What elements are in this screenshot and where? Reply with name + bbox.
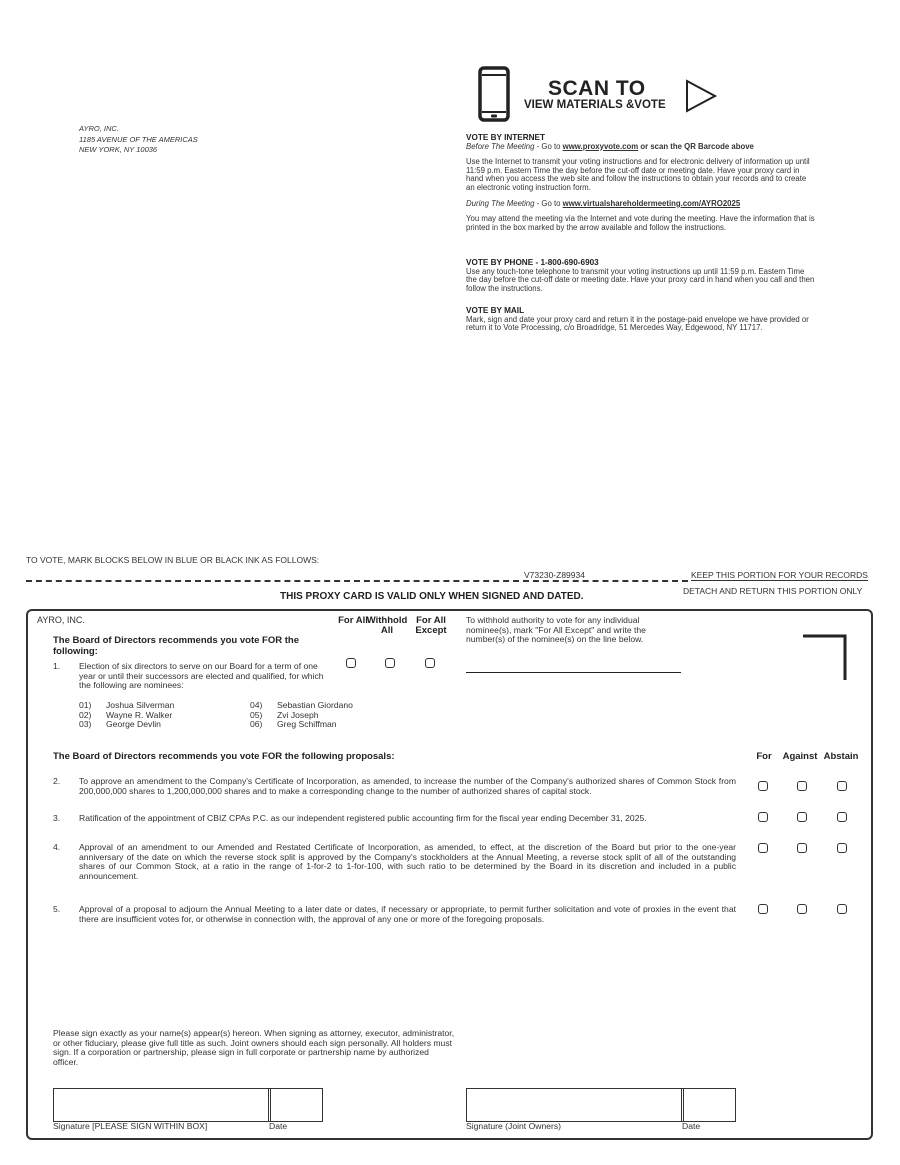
checkbox-proposal-4-abstain[interactable]: [837, 843, 847, 853]
date-box[interactable]: [268, 1088, 323, 1122]
checkbox-proposal-3-against[interactable]: [797, 812, 807, 822]
col-abstain: Abstain: [823, 751, 859, 762]
proxyvote-link[interactable]: www.proxyvote.com: [562, 141, 639, 151]
nominee-number: 06): [250, 719, 263, 730]
nominee-list: [79, 701, 353, 730]
checkbox-proposal-3-abstain[interactable]: [837, 812, 847, 822]
scan-subtitle: VIEW MATERIALS &VOTE: [524, 99, 666, 111]
keep-portion-label: KEEP THIS PORTION FOR YOUR RECORDS: [691, 570, 868, 580]
nominee-name: Joshua Silverman: [106, 700, 175, 710]
checkbox-proposal-2-abstain[interactable]: [837, 781, 847, 791]
nominee-name: Greg Schiffman: [277, 719, 337, 730]
item1-text: Election of six directors to serve on our Board for a term of one year or until their successors are elected and qualified, for which the following are nominees:: [79, 661, 324, 691]
during-meeting-body: You may attend the meeting via the Internet and vote during the meeting. Have the information that is printed in the box marked by the arrow available and follow the instructions.: [466, 214, 815, 232]
address-street: 1185 AVENUE OF THE AMERICAS: [79, 134, 198, 144]
mail-body: Mark, sign and date your proxy card and return it in the postage-paid envelope we have provided or return it to Vote Processing, c/o Broadridge, 51 Mercedes Way, Edgewood, NY 11717.: [466, 314, 809, 333]
proposal-number: 3.: [53, 813, 61, 823]
nominee-number: 04): [250, 700, 263, 710]
vote-mail-section: [466, 307, 816, 333]
joint-signature-label: Signature (Joint Owners): [466, 1121, 562, 1131]
col-for-all: For All: [338, 615, 368, 626]
phone-body: Use any touch-tone telephone to transmit your voting instructions up until 11:59 p.m. Eastern Time the day before the cut-off date or meeting date. Have your proxy card in hand when you call and then follow the instructions.: [466, 266, 815, 293]
checkbox-proposal-3-for[interactable]: [758, 812, 768, 822]
during-meeting-label: During The Meeting: [466, 198, 535, 208]
col-against: Against: [782, 751, 818, 762]
play-arrow-icon: [684, 79, 718, 113]
nominee-name: Wayne R. Walker: [106, 709, 173, 720]
checkbox-proposal-2-against[interactable]: [797, 781, 807, 791]
before-meeting-text: - Go to: [534, 141, 563, 151]
phone-icon: [478, 66, 510, 122]
during-meeting-text: - Go to: [534, 198, 563, 208]
nominee-number: 03): [79, 719, 92, 730]
col-for-all-except: For All Except: [415, 615, 447, 636]
checkbox-proposal-2-for[interactable]: [758, 781, 768, 791]
vote-internet-heading: VOTE BY INTERNET: [466, 133, 546, 142]
board-recommendation-2: The Board of Directors recommends you vote FOR the following proposals:: [53, 751, 395, 762]
vote-internet-section: [466, 134, 816, 232]
proposal-number: 4.: [53, 842, 61, 852]
nominee-name: Zvi Joseph: [277, 709, 319, 720]
joint-date-box[interactable]: [681, 1088, 736, 1122]
date-label: Date: [269, 1121, 288, 1131]
nominee-number: 05): [250, 709, 263, 720]
signature-box[interactable]: [53, 1088, 271, 1122]
valid-notice: THIS PROXY CARD IS VALID ONLY WHEN SIGNED AND DATED.: [280, 591, 584, 602]
return-address: [79, 124, 198, 156]
checkbox-proposal-5-abstain[interactable]: [837, 904, 847, 914]
virtual-meeting-link[interactable]: www.virtualshareholdermeeting.com/AYRO2025: [562, 198, 741, 208]
checkbox-withhold-all[interactable]: [385, 658, 395, 668]
vote-mail-heading: VOTE BY MAIL: [466, 306, 525, 315]
before-meeting-suffix: or scan the QR Barcode above: [638, 141, 754, 151]
checkbox-for-all-except[interactable]: [425, 658, 435, 668]
joint-signature-box[interactable]: [466, 1088, 684, 1122]
detach-portion-label: DETACH AND RETURN THIS PORTION ONLY: [683, 586, 863, 596]
col-withhold-all: Withhold All: [366, 615, 408, 636]
proposal-text: Approval of an amendment to our Amended and Restated Certificate of Incorporation, as amended, to effect, at the discretion of the Board but prior to the one-year anniversary of the date on which the reverse stock split is approved by the Company's stockholders at the Annual Meeting, a reverse stock split of all of the outstanding shares of our Common Stock, at a ratio in the range of 1-for-2 to 1-for-100, with such ratio to be determined by the Board in its discretion and included in a public announcement.: [79, 842, 736, 881]
checkbox-proposal-4-against[interactable]: [797, 843, 807, 853]
scan-title: SCAN TO: [548, 77, 646, 100]
proposal-text: Ratification of the appointment of CBIZ CPAs P.C. as our independent registered public accounting firm for the fiscal year ending December 31, 2025.: [79, 813, 647, 823]
internet-body: Use the Internet to transmit your voting instructions and for electronic delivery of information up until 11:59 p.m. Eastern Time the day before the cut-off date or meeting date. Have your proxy card in hand when you access the web site and follow the instructions to obtain your records and to create an electronic voting instruction form.: [466, 157, 810, 192]
detach-line: [26, 580, 688, 582]
card-company: AYRO, INC.: [37, 615, 85, 625]
withhold-instructions: To withhold authority to vote for any individual nominee(s), mark "For All Except" and write the number(s) of the nominee(s) on the line below.: [466, 615, 646, 645]
col-for: For: [756, 751, 772, 762]
address-company: AYRO, INC.: [79, 124, 119, 133]
proposal-number: 2.: [53, 776, 61, 786]
nominee-name: Sebastian Giordano: [277, 700, 353, 710]
vote-phone-heading: VOTE BY PHONE - 1-800-690-6903: [466, 258, 599, 267]
nominee-number: 02): [79, 709, 92, 720]
control-code: V73230-Z89934: [524, 570, 585, 580]
nominee-number: 01): [79, 700, 92, 710]
proposal-text: Approval of a proposal to adjourn the Annual Meeting to a later date or dates, if necessary or appropriate, to permit further solicitation and vote of proxies in the event that there are insufficient votes for, or otherwise in connection with, the approval of any one or more of the foregoing proposals.: [79, 904, 736, 924]
before-meeting-label: Before The Meeting: [466, 141, 535, 151]
signature-instructions: Please sign exactly as your name(s) appear(s) hereon. When signing as attorney, executor, administrator, or other fiduciary, please give full title as such. Joint owners should each sign personally. All holders must sign. If a corporation or partnership, please sign in full corporate or partnership name by authorized officer.: [53, 1028, 455, 1067]
checkbox-proposal-4-for[interactable]: [758, 843, 768, 853]
item1-number: 1.: [53, 661, 61, 671]
board-recommendation-1: The Board of Directors recommends you vote FOR the following:: [53, 635, 299, 657]
vote-phone-section: [466, 259, 816, 293]
joint-date-label: Date: [682, 1121, 701, 1131]
checkbox-for-all[interactable]: [346, 658, 356, 668]
nominee-write-in-line[interactable]: [466, 672, 681, 673]
checkbox-proposal-5-against[interactable]: [797, 904, 807, 914]
address-city: NEW YORK, NY 10036: [79, 145, 158, 154]
proposal-number: 5.: [53, 904, 61, 914]
nominee-name: George Devlin: [106, 719, 161, 730]
checkbox-proposal-5-for[interactable]: [758, 904, 768, 914]
mark-instructions: TO VOTE, MARK BLOCKS BELOW IN BLUE OR BLACK INK AS FOLLOWS:: [26, 555, 320, 565]
signature-label: Signature [PLEASE SIGN WITHIN BOX]: [53, 1121, 208, 1131]
proposal-text: To approve an amendment to the Company's Certificate of Incorporation, as amended, to increase the number of the Company's authorized shares of Common Stock from 200,000,000 shares to 1,200,000,000 shares and to make a corresponding change to the number of authorized shares of capital stock.: [79, 776, 736, 796]
corner-mark-icon: [803, 634, 847, 680]
